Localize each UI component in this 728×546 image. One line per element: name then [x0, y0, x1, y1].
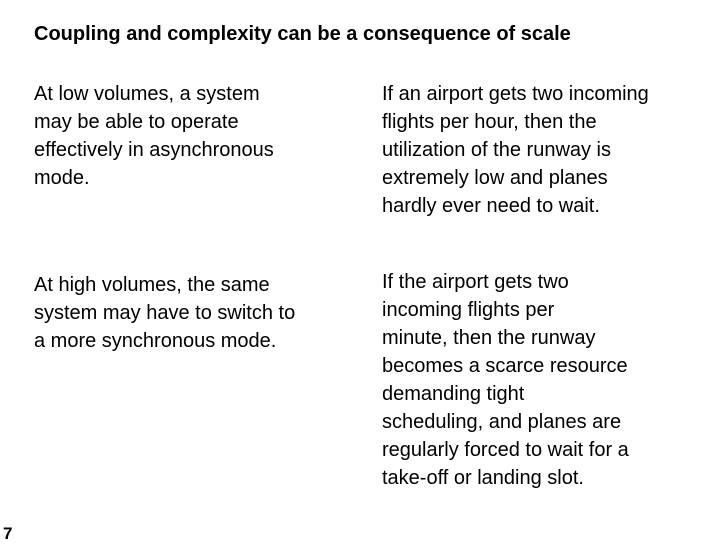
- text-line: demanding tight: [382, 383, 525, 405]
- low-volume-description: [34, 80, 274, 192]
- text-line: take-off or landing slot.: [382, 467, 584, 489]
- text-line: scheduling, and planes are: [382, 411, 622, 433]
- text-line: utilization of the runway is: [382, 139, 612, 161]
- text-line: system may have to switch to: [34, 302, 296, 324]
- text-line: If an airport gets two incoming: [382, 83, 649, 105]
- text-line: hardly ever need to wait.: [382, 195, 600, 217]
- text-line: extremely low and planes: [382, 167, 608, 189]
- text-line: flights per hour, then the: [382, 111, 597, 133]
- text-line: At low volumes, a system: [34, 83, 260, 105]
- high-volume-airport-example: [382, 268, 629, 492]
- text-line: mode.: [34, 167, 90, 189]
- text-line: At high volumes, the same: [34, 274, 270, 296]
- low-volume-airport-example: [382, 80, 649, 220]
- text-line: regularly forced to wait for a: [382, 439, 629, 461]
- text-line: becomes a scarce resource: [382, 355, 628, 377]
- text-line: minute, then the runway: [382, 327, 596, 349]
- text-line: effectively in asynchronous: [34, 139, 274, 161]
- text-line: incoming flights per: [382, 299, 555, 321]
- text-line: may be able to operate: [34, 111, 239, 133]
- text-line: a more synchronous mode.: [34, 330, 277, 352]
- text-line: If the airport gets two: [382, 271, 569, 293]
- high-volume-description: [34, 271, 295, 355]
- slide-title: Coupling and complexity can be a consequence of scale: [34, 23, 571, 45]
- page-number: 7: [3, 524, 13, 543]
